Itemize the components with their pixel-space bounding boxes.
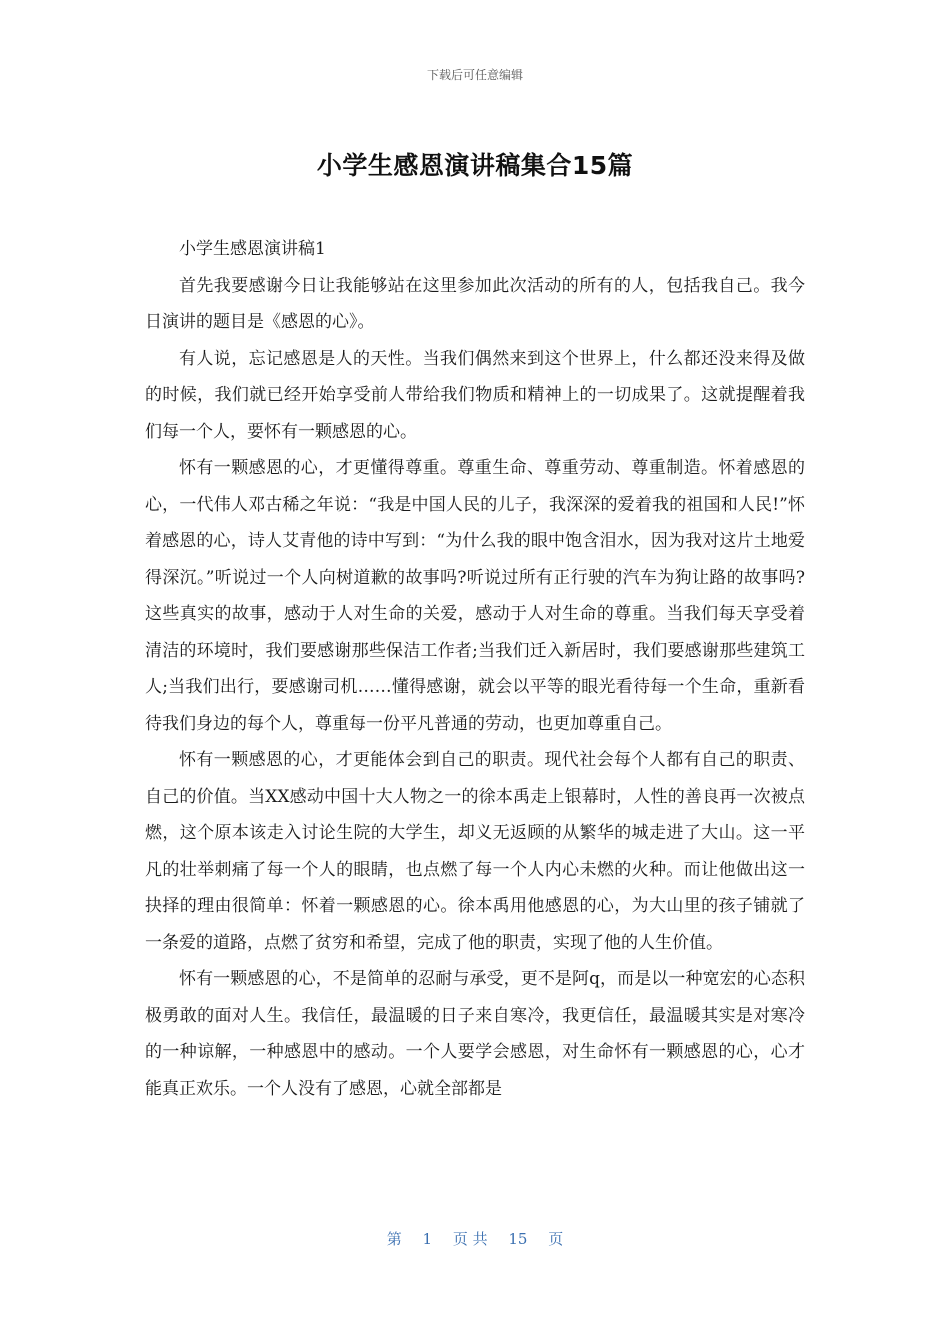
paragraph-3: 怀有一颗感恩的心，才更懂得尊重。尊重生命、尊重劳动、尊重制造。怀着感恩的心，一代伟人邓古稀之年说：“我是中国人民的儿子，我深深的爱着我的祖国和人民!”怀着感恩的心，诗人艾青他的诗中写到：“为什么我的眼中饱含泪水，因为我对这片土地爱得深沉。”听说过一个人向树道歉的故事吗?听说过所有正行驶的汽车为狗让路的故事吗?这些真实的故事，感动于人对生命的关爱，感动于人对生命的尊重。当我们每天享受着清洁的环境时，我们要感谢那些保洁工作者;当我们迁入新居时，我们要感谢那些建筑工人;当我们出行，要感谢司机……懂得感谢，就会以平等的眼光看待每一个生命，重新看待我们身边的每个人，尊重每一份平凡普通的劳动，也更加尊重自己。 xyxy=(145,458,805,734)
footer-current-page: 1 xyxy=(422,1230,433,1248)
section-heading: 小学生感恩演讲稿1 xyxy=(179,239,326,259)
footer-label-page: 第 xyxy=(386,1230,402,1248)
header-note: 下载后可任意编辑 xyxy=(426,68,523,82)
footer-total-pages: 15 xyxy=(508,1230,528,1248)
footer-label-pages: 页 xyxy=(548,1230,564,1248)
document-body xyxy=(145,231,805,1107)
page-footer xyxy=(0,1228,950,1249)
document-title: 小学生感恩演讲稿集合15篇 xyxy=(316,151,634,180)
footer-label-of: 页 共 xyxy=(452,1230,488,1248)
paragraph-1: 首先我要感谢今日让我能够站在这里参加此次活动的所有的人，包括我自己。我今日演讲的题目是《感恩的心》。 xyxy=(145,275,805,332)
paragraph-5: 怀有一颗感恩的心，不是简单的忍耐与承受，更不是阿q，而是以一种宽宏的心态积极勇敢的面对人生。我信任，最温暖的日子来自寒冷，我更信任，最温暖其实是对寒冷的一种谅解，一种感恩中的感动。一个人要学会感恩，对生命怀有一颗感恩的心，心才能真正欢乐。一个人没有了感恩，心就全部都是 xyxy=(145,969,805,1099)
paragraph-4: 怀有一颗感恩的心，才更能体会到自己的职责。现代社会每个人都有自己的职责、自己的价值。当XX感动中国十大人物之一的徐本禹走上银幕时，人性的善良再一次被点燃，这个原本该走入讨论生院的大学生，却义无返顾的从繁华的城走进了大山。这一平凡的壮举刺痛了每一个人的眼睛，也点燃了每一个人内心未燃的火种。而让他做出这一抉择的理由很简单：怀着一颗感恩的心。徐本禹用他感恩的心，为大山里的孩子铺就了一条爱的道路，点燃了贫穷和希望，完成了他的职责，实现了他的人生价值。 xyxy=(145,750,805,953)
paragraph-2: 有人说，忘记感恩是人的天性。当我们偶然来到这个世界上，什么都还没来得及做的时候，我们就已经开始享受前人带给我们物质和精神上的一切成果了。这就提醒着我们每一个人，要怀有一颗感恩的心。 xyxy=(145,348,805,442)
